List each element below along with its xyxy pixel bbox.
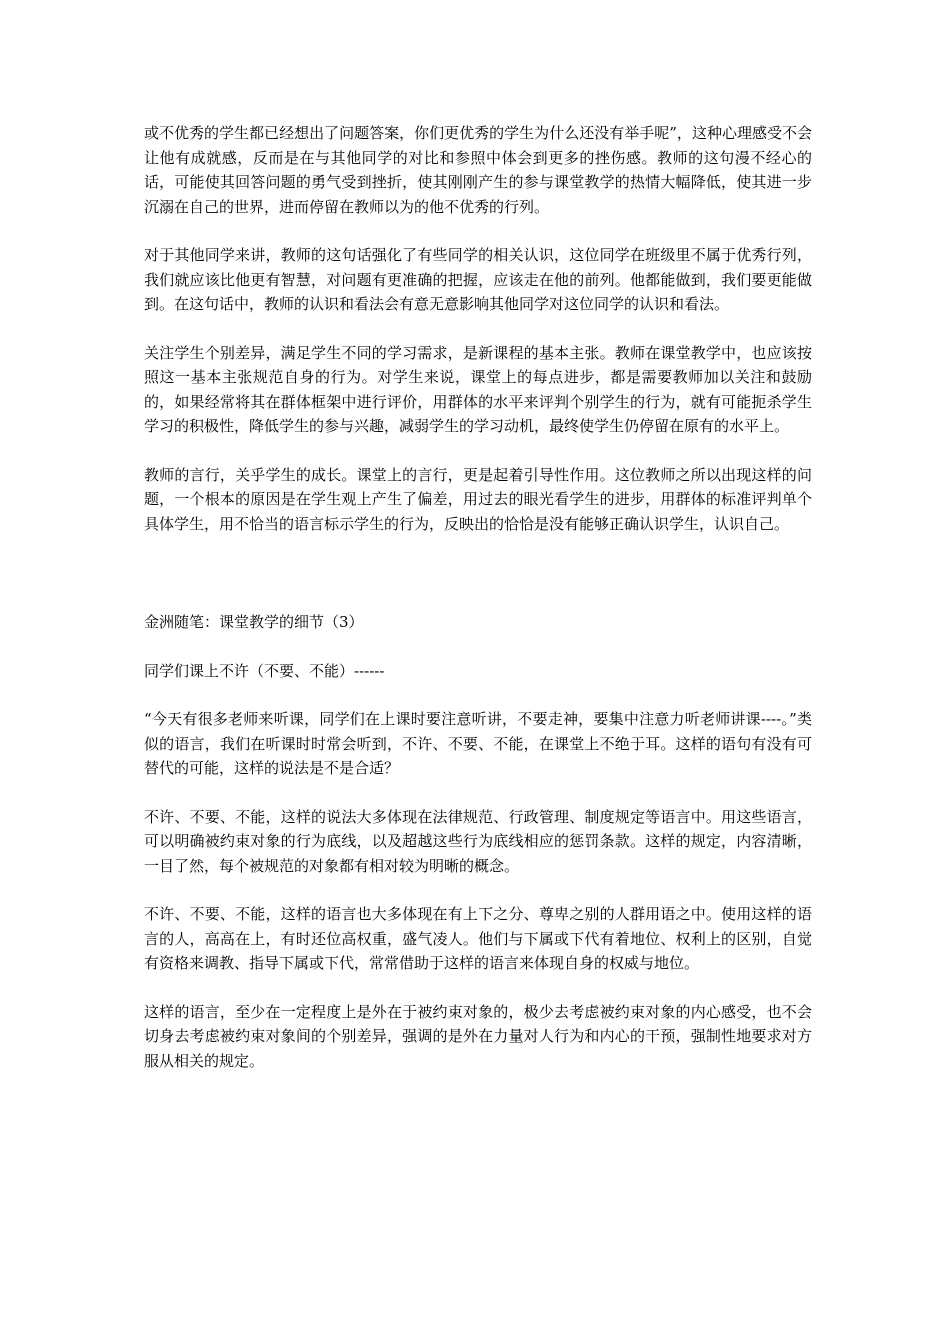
paragraph: 不许、不要、不能，这样的说法大多体现在法律规范、行政管理、制度规定等语言中。用这些语言，可以明确被约束对象的行为底线，以及超越这些行为底线相应的惩罚条款。这样的规定，内容清晰，一目了然，每个被规范的对象都有相对较为明晰的概念。	[144, 807, 812, 875]
section-subtitle: 同学们课上不许（不要、不能）------	[144, 661, 385, 680]
paragraph: 关注学生个别差异，满足学生不同的学习需求，是新课程的基本主张。教师在课堂教学中，也应该按照这一基本主张规范自身的行为。对学生来说，课堂上的每点进步，都是需要教师加以关注和鼓励的，如果经常将其在群体框架中进行评价，用群体的水平来评判个别学生的行为，就有可能扼杀学生学习的积极性，降低学生的参与兴趣，减弱学生的学习动机，最终使学生仍停留在原有的水平上。	[144, 343, 812, 435]
section-title: 金洲随笔：课堂教学的细节（3）	[144, 613, 364, 631]
paragraph: 教师的言行，关乎学生的成长。课堂上的言行，更是起着引导性作用。这位教师之所以出现这样的问题，一个根本的原因是在学生观上产生了偏差，用过去的眼光看学生的进步，用群体的标准评判单个具体学生，用不恰当的语言标示学生的行为，反映出的恰恰是没有能够正确认识学生，认识自己。	[144, 465, 812, 533]
section-spacer	[144, 560, 812, 610]
paragraph: “今天有很多老师来听课，同学们在上课时要注意听讲，不要走神，要集中注意力听老师讲课----。”类似的语言，我们在听课时时常会听到，不许、不要、不能，在课堂上不绝于耳。这样的语句有没有可替代的可能，这样的说法是不是合适？	[144, 710, 812, 777]
paragraph: 这样的语言，至少在一定程度上是外在于被约束对象的，极少去考虑被约束对象的内心感受，也不会切身去考虑被约束对象间的个别差异，强调的是外在力量对人行为和内心的干预，强制性地要求对方服从相关的规定。	[144, 1002, 812, 1070]
paragraph: 或不优秀的学生都已经想出了问题答案，你们更优秀的学生为什么还没有举手呢”，这种心理感受不会让他有成就感，反而是在与其他同学的对比和参照中体会到更多的挫伤感。教师的这句漫不经心的话，可能使其回答问题的勇气受到挫折，使其刚刚产生的参与课堂教学的热情大幅降低，使其进一步沉溺在自己的世界，进而停留在教师以为的他不优秀的行列。	[144, 124, 812, 216]
paragraph: 对于其他同学来讲，教师的这句话强化了有些同学的相关认识，这位同学在班级里不属于优秀行列，我们就应该比他更有智慧，对问题有更准确的把握，应该走在他的前列。他都能做到，我们要更能做到。在这句话中，教师的认识和看法会有意无意影响其他同学对这位同学的认识和看法。	[144, 246, 812, 313]
document-body	[144, 121, 812, 1097]
paragraph: 不许、不要、不能，这样的语言也大多体现在有上下之分、尊卑之别的人群用语之中。使用这样的语言的人，高高在上，有时还位高权重，盛气凌人。他们与下属或下代有着地位、权利上的区别，自觉有资格来调教、指导下属或下代，常常借助于这样的语言来体现自身的权威与地位。	[144, 905, 812, 972]
